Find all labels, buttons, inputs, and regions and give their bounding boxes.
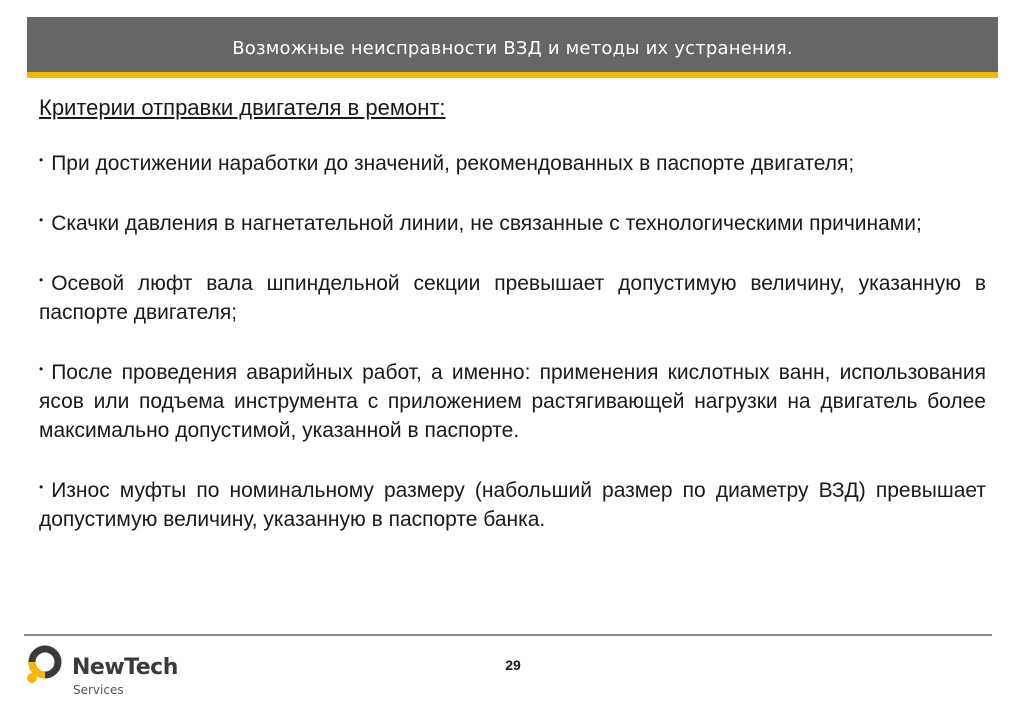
list-item-text: Скачки давления в нагнетательной линии, не связанные с технологическими причинами; <box>51 212 922 235</box>
title-accent-stripe <box>27 72 998 78</box>
list-item-text: Износ муфты по номинальному размеру (набольший размер по диаметру ВЗД) превышает допустимую величину, указанную в паспорте банка. <box>39 479 986 531</box>
list-item-text: При достижении наработки до значений, рекомендованных в паспорте двигателя; <box>51 152 855 175</box>
bullet-icon: • <box>39 273 44 287</box>
bullet-icon: • <box>39 213 44 227</box>
criteria-list <box>39 146 986 534</box>
list-item <box>39 146 986 178</box>
slide-content <box>39 92 986 562</box>
footer-divider <box>24 634 992 636</box>
bullet-icon: • <box>39 362 44 376</box>
logo-subtitle: Services <box>73 683 124 697</box>
list-item <box>39 206 986 238</box>
company-logo <box>26 645 186 701</box>
list-item <box>39 473 986 534</box>
list-item <box>39 355 986 445</box>
logo-name: NewTech <box>72 655 178 680</box>
list-item-text: После проведения аварийных работ, а именно: применения кислотных ванн, использования ясов или подъема инструмента с приложением растягивающей нагрузки на двигатель более максимально допустимой, указанной в паспорте. <box>39 361 986 442</box>
page-number: 29 <box>505 657 521 673</box>
section-heading: Критерии отправки двигателя в ремонт: <box>39 95 446 120</box>
list-item-text: Осевой люфт вала шпиндельной секции превышает допустимую величину, указанную в паспорте двигателя; <box>39 272 986 324</box>
bullet-icon: • <box>39 480 44 494</box>
slide-title: Возможные неисправности ВЗД и методы их устранения. <box>232 38 793 59</box>
title-bar <box>27 17 998 72</box>
newtech-ring-logo-icon <box>26 645 64 685</box>
bullet-icon: • <box>39 153 44 167</box>
list-item <box>39 266 986 327</box>
